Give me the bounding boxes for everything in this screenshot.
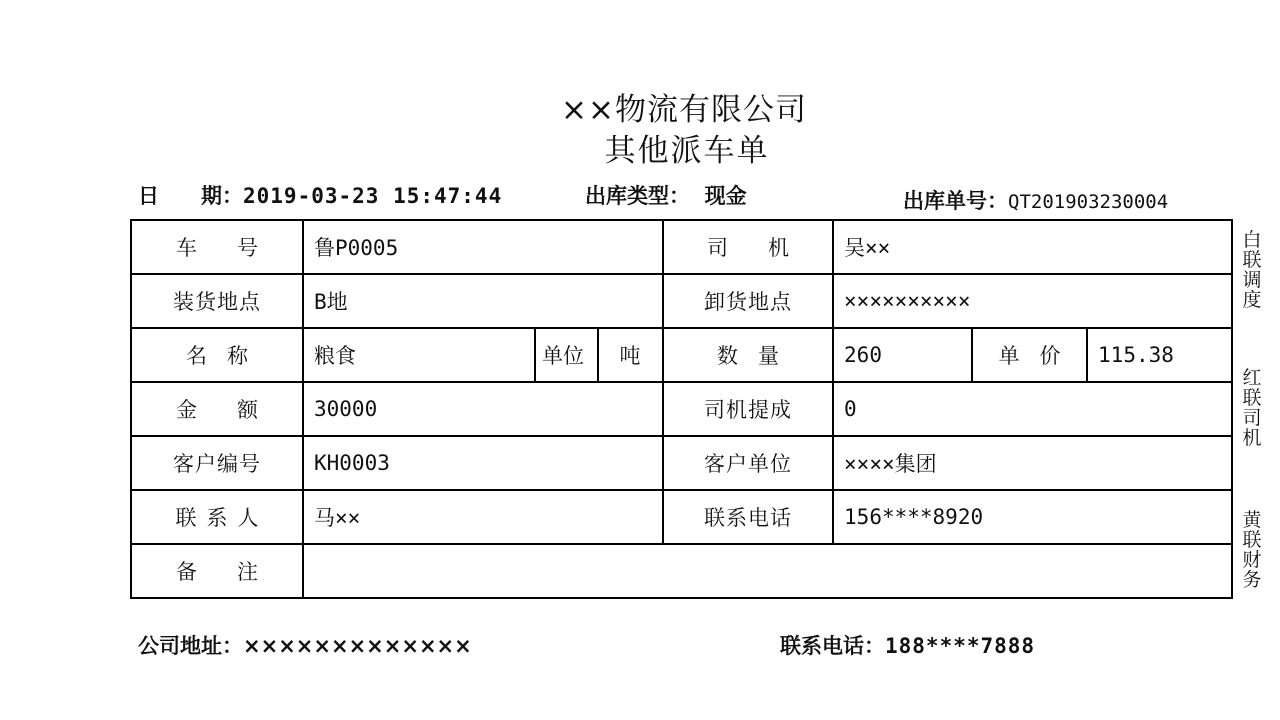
cust-unit-value: ××××集团 <box>833 436 1232 490</box>
car-no-value: 鲁P0005 <box>303 220 663 274</box>
commission-value: 0 <box>833 382 1232 436</box>
type-value: 现金 <box>704 184 747 208</box>
date-label: 日 期： <box>138 184 243 208</box>
contact-label: 联系人 <box>131 490 303 544</box>
amount-label: 金额 <box>131 382 303 436</box>
driver-label: 司机 <box>663 220 833 274</box>
driver-value: 吴×× <box>833 220 1232 274</box>
unload-place-value: ×××××××××× <box>833 274 1232 328</box>
footer-phone-label: 联系电话： <box>780 634 885 658</box>
dispatch-form-table <box>130 219 1233 599</box>
address-label: 公司地址： <box>138 634 243 658</box>
car-no-label: 车号 <box>131 220 303 274</box>
company-name: ××物流有限公司 <box>561 92 807 128</box>
commission-label: 司机提成 <box>663 382 833 436</box>
type-field <box>585 180 747 210</box>
table-row <box>131 274 1232 328</box>
phone-value: 156****8920 <box>833 490 1232 544</box>
table-row <box>131 220 1232 274</box>
price-label: 单价 <box>972 328 1087 382</box>
remark-value <box>303 544 1232 598</box>
unit-label: 单位 <box>535 328 598 382</box>
load-place-label: 装货地点 <box>131 274 303 328</box>
table-row <box>131 328 1232 382</box>
cust-unit-label: 客户单位 <box>663 436 833 490</box>
date-field <box>138 180 502 210</box>
unit-value: 吨 <box>598 328 663 382</box>
type-label: 出库类型： <box>585 184 690 208</box>
footer-phone <box>780 630 1035 660</box>
side-note-yellow: 黄联财务 <box>1242 509 1262 591</box>
table-row <box>131 382 1232 436</box>
price-value: 115.38 <box>1087 328 1232 382</box>
date-value: 2019-03-23 15:47:44 <box>243 184 503 208</box>
side-note-red: 红联司机 <box>1242 367 1262 449</box>
qty-label: 数量 <box>663 328 833 382</box>
number-field <box>903 185 1168 215</box>
footer-phone-value: 188****7888 <box>885 634 1036 658</box>
remark-label: 备注 <box>131 544 303 598</box>
number-label: 出库单号： <box>903 189 1008 213</box>
cust-code-label: 客户编号 <box>131 436 303 490</box>
footer-address <box>138 630 472 660</box>
address-value: ××××××××××××× <box>243 634 472 658</box>
contact-value: 马×× <box>303 490 663 544</box>
cust-code-value: KH0003 <box>303 436 663 490</box>
table-row <box>131 544 1232 598</box>
side-note-white: 白联调度 <box>1242 229 1262 311</box>
table-row <box>131 490 1232 544</box>
document-title: 其他派车单 <box>604 133 770 169</box>
table-row <box>131 436 1232 490</box>
qty-value: 260 <box>833 328 972 382</box>
amount-value: 30000 <box>303 382 663 436</box>
phone-label: 联系电话 <box>663 490 833 544</box>
name-label: 名称 <box>131 328 303 382</box>
name-value: 粮食 <box>303 328 535 382</box>
load-place-value: B地 <box>303 274 663 328</box>
unload-place-label: 卸货地点 <box>663 274 833 328</box>
number-value: QT201903230004 <box>1008 191 1169 213</box>
